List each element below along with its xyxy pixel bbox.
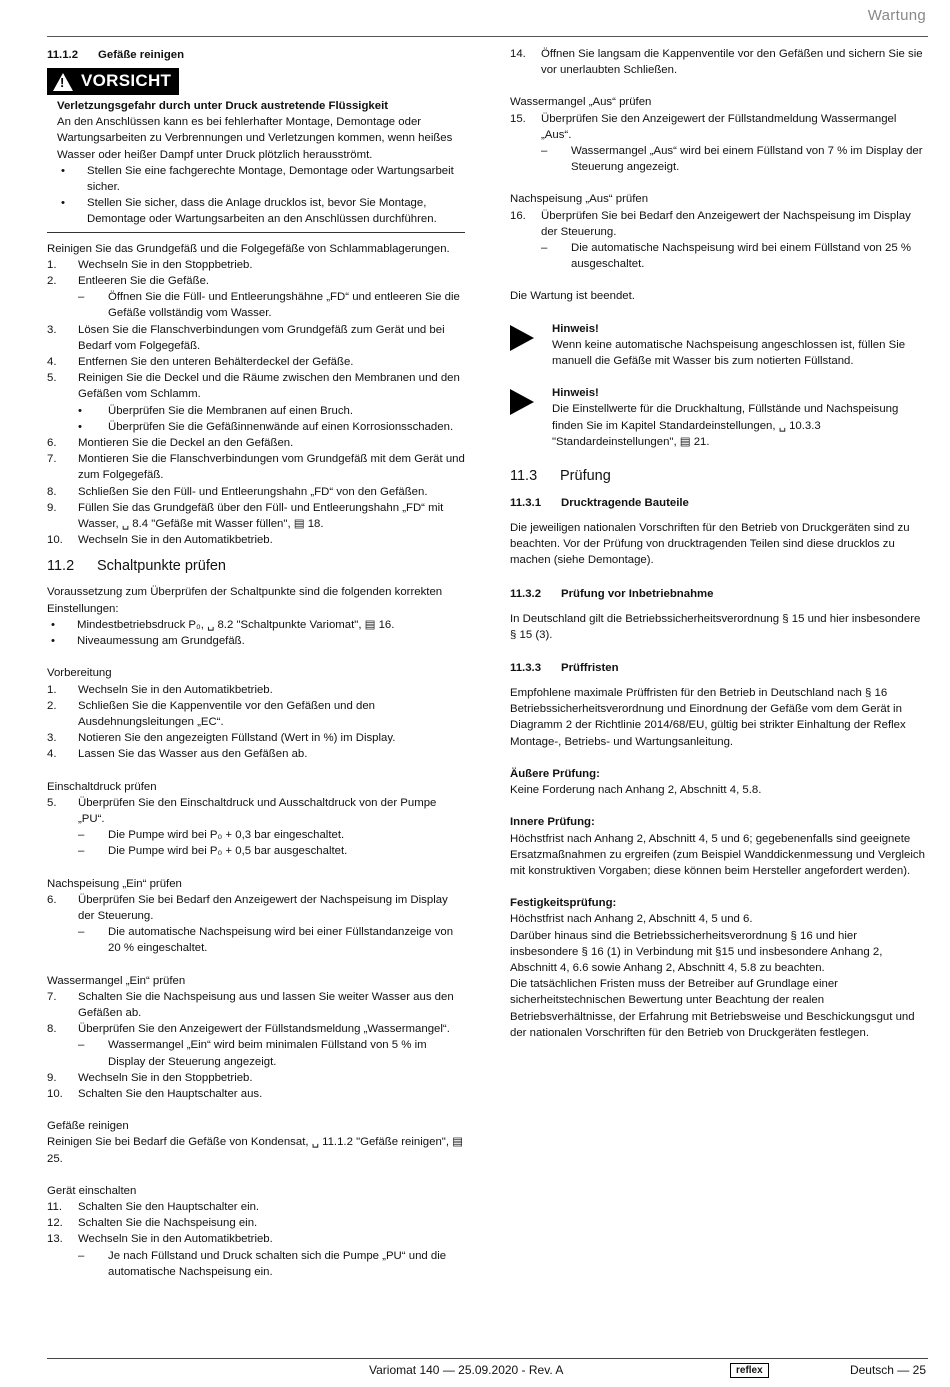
wassermangel-aus-steps <box>510 111 925 176</box>
list-item <box>47 682 465 698</box>
heading-11-3: 11.3 Prüfung <box>510 468 611 485</box>
einschaltdruck-title: Einschaltdruck prüfen <box>47 780 157 793</box>
list-item-text: Schalten Sie die Nachspeisung ein. <box>78 1217 258 1230</box>
sub-item-text: Je nach Füllstand und Druck schalten sich die Pumpe „PU“ und die automatische Nachspeisung ein. <box>108 1249 447 1278</box>
gefaesse-reinigen-text: Reinigen Sie bei Bedarf die Gefäße von Kondensat, ␣ 11.1.2 "Gefäße reinigen", ▤ 25. <box>47 1136 463 1165</box>
festigkeitspruefung-text-2: Darüber hinaus sind die Betriebssicherheitsverordnung § 16 und hier insbesondere § 16 (1) in Verbindung mit §15 und insbesondere Anhang 2, Abschnitt 4, 6.6 sowie Anhang 2, Abschnitt 4, 5.8 zu beachten. <box>510 929 883 974</box>
list-item-text: Wechseln Sie in den Stoppbetrieb. <box>78 258 253 271</box>
aeussere-pruefung-text: Keine Forderung nach Anhang 2, Abschnitt 4, 5.8. <box>510 784 762 797</box>
list-item <box>47 322 465 354</box>
list-item-number: 9. <box>47 1071 57 1084</box>
wassermangel-ein-title: Wassermangel „Ein“ prüfen <box>47 974 186 987</box>
bullet-marker: • <box>61 164 65 177</box>
sub-item-text: Die automatische Nachspeisung wird bei einem Füllstand von 25 % ausgeschaltet. <box>571 242 912 271</box>
prep-title: Vorbereitung <box>47 667 112 680</box>
switchpoint-bullets <box>47 617 465 649</box>
list-item-text: Überprüfen Sie den Anzeigewert der Füllstandmeldung Wassermangel „Aus“. <box>541 112 897 141</box>
sub-item-marker: – <box>78 1249 85 1262</box>
list-item-number: 11. <box>47 1200 62 1213</box>
page-footer <box>47 1358 928 1381</box>
sub-item-text: Wassermangel „Ein“ wird beim minimalen Füllstand von 5 % im Display der Steuerung angezeigt. <box>108 1039 427 1068</box>
list-item-number: 1. <box>47 683 57 696</box>
list-item <box>47 1086 465 1102</box>
heading-11-3-3: 11.3.3 Prüffristen <box>510 662 619 675</box>
sub-item-marker: • <box>78 404 82 417</box>
list-item-text: Schalten Sie den Hauptschalter aus. <box>78 1087 263 1100</box>
geraet-einschalten-steps <box>47 1199 465 1280</box>
list-item-text: Wechseln Sie in den Automatikbetrieb. <box>78 534 273 547</box>
footer-page: Deutsch — 25 <box>849 1363 926 1377</box>
list-item-number: 4. <box>47 748 57 761</box>
nachspeisung-ein-steps <box>47 892 465 957</box>
sub-item-marker: – <box>78 926 85 939</box>
sub-item-text: Die Pumpe wird bei P₀ + 0,5 bar ausgeschaltet. <box>108 845 348 858</box>
list-item-text: Wechseln Sie in den Automatikbetrieb. <box>78 683 273 696</box>
innere-pruefung-title: Innere Prüfung: <box>510 816 595 829</box>
list-item <box>47 1215 465 1231</box>
list-item <box>47 795 465 827</box>
list-item-text: Überprüfen Sie bei Bedarf den Anzeigewert der Nachspeisung im Display der Steuerung. <box>78 893 448 922</box>
sub-item-text: Wassermangel „Aus“ wird bei einem Füllstand von 7 % im Display der Steuerung angezeigt. <box>571 145 923 174</box>
list-item-number: 6. <box>47 893 57 906</box>
list-item <box>47 435 465 451</box>
paragraph-11-3-2: In Deutschland gilt die Betriebssicherheitsverordnung § 15 und hier insbesondere § 15 (3). <box>510 612 921 641</box>
geraet-einschalten-title: Gerät einschalten <box>47 1184 137 1197</box>
sub-item-text: Überprüfen Sie die Membranen auf einen Bruch. <box>108 404 354 417</box>
clean-steps <box>47 257 465 549</box>
list-item <box>47 989 465 1021</box>
einschaltdruck-steps <box>47 795 465 860</box>
list-item <box>510 208 925 240</box>
arrow-icon <box>510 325 534 351</box>
list-item-text: Füllen Sie das Grundgefäß über den Füll- und Entleerungshahn „FD“ mit Wasser, ␣ 8.4 "Gefäße mit Wasser füllen", ▤ 18. <box>78 501 444 531</box>
festigkeitspruefung-text-3: Die tatsächlichen Fristen muss der Betreiber auf Grundlage einer sicherheitstechnischen Bewertung unter Beachtung der realen Betriebsverhältnisse, der Erfahrung mit Betriebsweise und Beschickungsgut und der nationalen Vorschriften für den Betrieb von Druckgeräten festlegen. <box>510 978 915 1039</box>
caution-badge: ! VORSICHT <box>47 68 179 95</box>
list-item-text: Überprüfen Sie bei Bedarf den Anzeigewert der Nachspeisung im Display der Steuerung. <box>541 209 911 238</box>
list-item-text: Reinigen Sie die Deckel und die Räume zwischen den Membranen und den Gefäßen vom Schlamm. <box>78 372 460 401</box>
note-2: Hinweis! Die Einstellwerte für die Druckhaltung, Füllstände und Nachspeisung finden Sie im Kapitel Standardeinstellungen, ␣ 10.3.3 "Standardeinstellungen", ▤ 21. <box>510 385 925 450</box>
caution-box <box>47 68 465 233</box>
sub-item-marker: – <box>541 145 548 158</box>
list-item-text: Wechseln Sie in den Automatikbetrieb. <box>78 1233 273 1246</box>
list-item-text: Überprüfen Sie den Anzeigewert der Füllstandsmeldung „Wassermangel“. <box>78 1023 450 1036</box>
list-item-text: Lösen Sie die Flanschverbindungen vom Grundgefäß zum Gerät und bei Bedarf vom Folgegefäß. <box>78 323 445 352</box>
list-item-number: 10. <box>47 534 63 547</box>
sub-item-text: Die Pumpe wird bei P₀ + 0,3 bar eingeschaltet. <box>108 829 345 842</box>
bullet-text: Stellen Sie eine fachgerechte Montage, Demontage oder Wartungsarbeit sicher. <box>87 164 454 194</box>
list-item-text: Schließen Sie den Füll- und Entleerungshahn „FD“ von den Gefäßen. <box>78 485 428 498</box>
list-item-number: 6. <box>47 437 57 450</box>
list-item-number: 12. <box>47 1217 63 1230</box>
bullet-marker: • <box>51 618 55 631</box>
sub-item-marker: – <box>78 291 85 304</box>
list-item-number: 3. <box>47 323 57 336</box>
list-item <box>47 1021 465 1037</box>
caution-text: An den Anschlüssen kann es bei fehlerhafter Montage, Demontage oder Wartungsarbeiten zu Verbrennungen und Verletzungen kommen, wenn heißes Wasser oder heißer Dampf unter Druck plötzlich herausströmt. <box>57 116 453 161</box>
sub-item-marker: – <box>78 1039 85 1052</box>
heading-11-3-1: 11.3.1 Drucktragende Bauteile <box>510 497 689 510</box>
list-item <box>47 892 465 924</box>
list-item-number: 5. <box>47 796 57 809</box>
list-item-text: Montieren Sie die Deckel an den Gefäßen. <box>78 437 294 450</box>
page-header <box>47 6 928 37</box>
section-title: Wartung <box>867 7 926 24</box>
list-item-text: Schalten Sie die Nachspeisung aus und lassen Sie weiter Wasser aus den Gefäßen ab. <box>78 990 454 1019</box>
festigkeitspruefung-text-1: Höchstfrist nach Anhang 2, Abschnitt 4, 5 und 6. <box>510 913 753 926</box>
sub-item <box>47 827 465 843</box>
festigkeitspruefung-title: Festigkeitsprüfung: <box>510 897 617 910</box>
arrow-icon <box>510 389 534 415</box>
list-item-number: 2. <box>47 275 57 288</box>
sub-item-marker: – <box>78 845 85 858</box>
list-item: 14. Öffnen Sie langsam die Kappenventile vor den Gefäßen und sichern Sie sie vor unerlaubten Schließen. <box>510 48 923 77</box>
sub-item-text: Die automatische Nachspeisung wird bei einer Füllstandanzeige von 20 % eingeschaltet. <box>108 926 454 955</box>
sub-item <box>510 240 925 272</box>
list-item <box>47 532 465 548</box>
caution-heading: Verletzungsgefahr durch unter Druck austretende Flüssigkeit <box>57 100 389 112</box>
list-item <box>47 500 465 532</box>
bullet-marker: • <box>61 197 65 210</box>
sub-item-marker: – <box>78 829 85 842</box>
bullet-text: Niveaumessung am Grundgefäß. <box>77 635 245 648</box>
list-item-text: Schließen Sie die Kappenventile vor den Gefäßen und den Ausdehnungsleitungen „EC“. <box>78 699 375 728</box>
heading-11-1-2: 11.1.2 Gefäße reinigen <box>47 49 185 61</box>
sub-item-marker: • <box>78 420 82 433</box>
aeussere-pruefung-title: Äußere Prüfung: <box>510 767 600 780</box>
list-item <box>47 451 465 483</box>
list-item <box>47 273 465 289</box>
list-item <box>47 1199 465 1215</box>
gefaesse-reinigen-title: Gefäße reinigen <box>47 1120 129 1133</box>
sub-item <box>47 1248 465 1280</box>
sub-item <box>47 403 465 419</box>
right-column <box>510 46 925 1041</box>
list-item <box>47 484 465 500</box>
caution-bullets <box>57 163 465 228</box>
list-item <box>47 1070 465 1086</box>
note-1: Hinweis! Wenn keine automatische Nachspeisung angeschlossen ist, füllen Sie manuell die Gefäße mit Wasser bis zum notierten Füllstand. <box>510 321 925 370</box>
prep-steps <box>47 682 465 763</box>
bullet-text: Stellen Sie sicher, dass die Anlage drucklos ist, bevor Sie Montage, Demontage oder Wartungsarbeiten an den Anschlüssen durchführen. <box>87 197 437 226</box>
list-item-text: Entfernen Sie den unteren Behälterdeckel der Gefäße. <box>78 356 354 369</box>
list-item-text: Montieren Sie die Flanschverbindungen vom Grundgefäß mit dem Gerät und zum Folgegefäß. <box>78 453 465 482</box>
list-item-number: 9. <box>47 501 57 514</box>
sub-item-text: Öffnen Sie die Füll- und Entleerungshähne „FD“ und entleeren Sie die Gefäße vollständig vom Wasser. <box>108 291 460 320</box>
list-item-number: 2. <box>47 699 57 712</box>
bullet-item <box>47 617 465 633</box>
nachspeisung-ein-title: Nachspeisung „Ein“ prüfen <box>47 877 182 890</box>
sub-item <box>47 924 465 956</box>
sub-item <box>47 289 465 321</box>
reflex-logo: reflex <box>730 1363 769 1378</box>
list-item <box>47 730 465 746</box>
list-item-number: 8. <box>47 1023 57 1036</box>
bullet-item <box>57 163 465 195</box>
list-item-number: 7. <box>47 453 57 466</box>
innere-pruefung-text: Höchstfrist nach Anhang 2, Abschnitt 4, 5 und 6; gegebenenfalls sind geeignete Ersatzmaßnahmen zu ergreifen (zum Beispiel Wanddickenmessung und Vergleich mit konstruktiven Vorgaben; diese können beim Hersteller angefordert werden). <box>510 832 925 877</box>
maintenance-done: Die Wartung ist beendet. <box>510 290 635 303</box>
list-item-text: Entleeren Sie die Gefäße. <box>78 275 210 288</box>
left-column <box>47 46 465 1280</box>
list-item-number: 1. <box>47 258 57 271</box>
list-item-text: Notieren Sie den angezeigten Füllstand (Wert in %) im Display. <box>78 732 396 745</box>
list-item <box>47 370 465 402</box>
wassermangel-aus-title: Wassermangel „Aus“ prüfen <box>510 96 652 109</box>
heading-11-3-2: 11.3.2 Prüfung vor Inbetriebnahme <box>510 587 714 600</box>
list-item-number: 15. <box>510 112 526 125</box>
bullet-item <box>57 195 465 227</box>
sub-item-marker: – <box>541 242 548 255</box>
heading-11-2: 11.2 Schaltpunkte prüfen <box>47 558 226 575</box>
list-item-number: 5. <box>47 372 57 385</box>
bullet-item <box>47 633 465 649</box>
list-item-number: 13. <box>47 1233 63 1246</box>
list-item <box>47 354 465 370</box>
nachspeisung-aus-steps <box>510 208 925 273</box>
paragraph-11-3-3: Empfohlene maximale Prüffristen für den Betrieb in Deutschland nach § 16 Betriebssicherheitsverordnung und Einordnung der Gefäße vom dem Gerät in Diagramm 2 der Richtlinie 2014/68/EU, gültig bei strikter Einhaltung der Reflex Montage-, Betriebs- und Wartungsanleitung. <box>510 687 906 748</box>
sub-item <box>47 843 465 859</box>
paragraph-11-3-1: Die jeweiligen nationalen Vorschriften für den Betrieb von Druckgeräten sind zu beachten. Vor der Prüfung von drucktragenden Teilen sind diese drucklos zu machen (siehe Demontage). <box>510 522 910 567</box>
list-item-number: 16. <box>510 209 526 222</box>
list-item-number: 8. <box>47 485 57 498</box>
footer-doc-info: Variomat 140 — 25.09.2020 - Rev. A <box>369 1363 564 1377</box>
sub-item-text: Überprüfen Sie die Gefäßinnenwände auf einen Korrosionsschaden. <box>108 420 454 433</box>
wassermangel-ein-steps <box>47 989 465 1102</box>
list-item-number: 7. <box>47 990 57 1003</box>
list-item-text: Wechseln Sie in den Stoppbetrieb. <box>78 1071 253 1084</box>
list-item-text: Schalten Sie den Hauptschalter ein. <box>78 1200 260 1213</box>
clean-intro: Reinigen Sie das Grundgefäß und die Folgegefäße von Schlammablagerungen. <box>47 242 450 255</box>
sub-item <box>47 1037 465 1069</box>
list-item <box>47 746 465 762</box>
list-item-number: 10. <box>47 1087 63 1100</box>
warning-icon: ! <box>53 73 73 91</box>
list-item-text: Überprüfen Sie den Einschaltdruck und Ausschaltdruck von der Pumpe „PU“. <box>78 796 437 825</box>
switchpoint-intro: Voraussetzung zum Überprüfen der Schaltpunkte sind die folgenden korrekten Einstellungen: <box>47 586 443 615</box>
nachspeisung-aus-title: Nachspeisung „Aus“ prüfen <box>510 193 649 206</box>
sub-item <box>510 143 925 175</box>
bullet-marker: • <box>51 635 55 648</box>
list-item <box>47 257 465 273</box>
list-item-text: Lassen Sie das Wasser aus den Gefäßen ab. <box>78 748 308 761</box>
bullet-text: Mindestbetriebsdruck P₀, ␣ 8.2 "Schaltpunkte Variomat", ▤ 16. <box>77 618 395 631</box>
list-item <box>47 1231 465 1247</box>
sub-item <box>47 419 465 435</box>
list-item <box>47 698 465 730</box>
list-item-number: 3. <box>47 732 57 745</box>
list-item <box>510 111 925 143</box>
list-item-number: 4. <box>47 356 57 369</box>
